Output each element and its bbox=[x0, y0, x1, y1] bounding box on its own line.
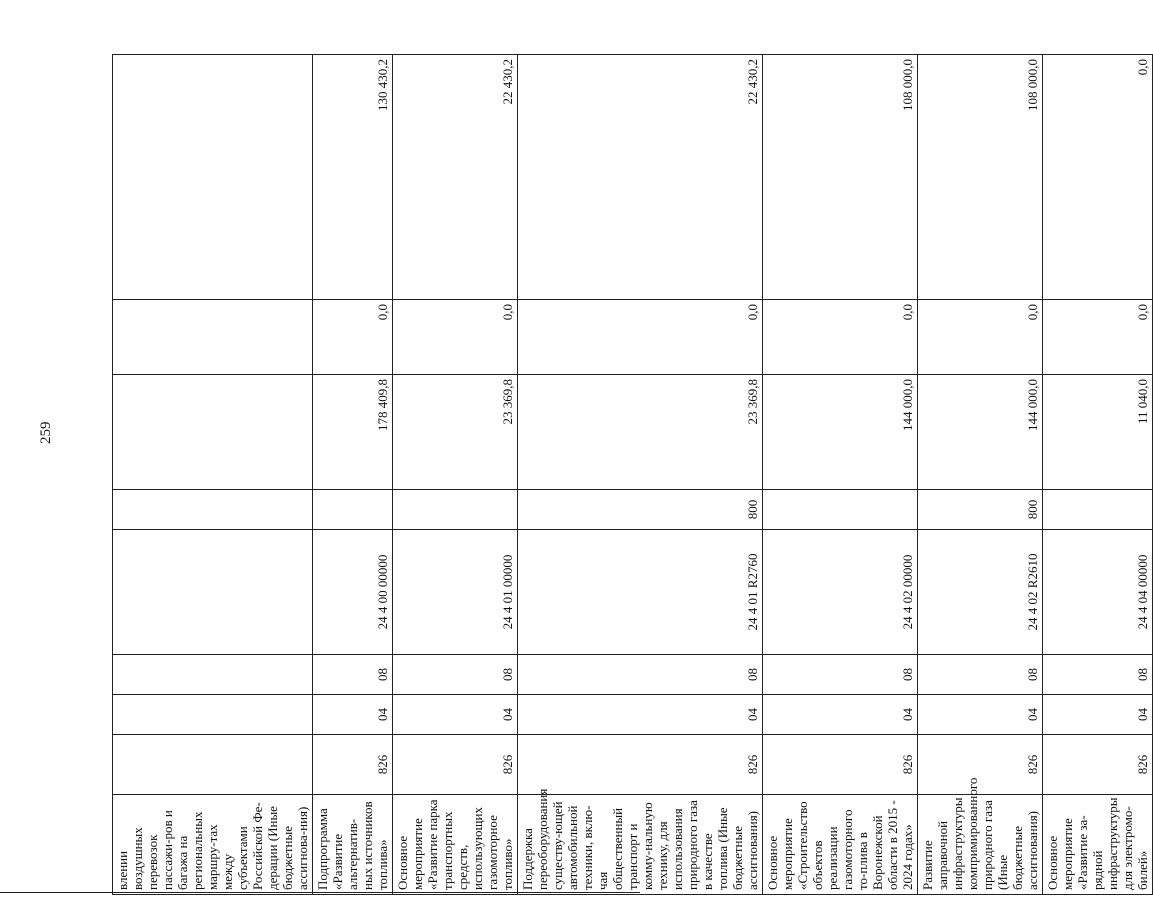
table-cell-grbs: 826 bbox=[393, 735, 518, 795]
table-cell-amount-year3: 0,0 bbox=[1043, 55, 1153, 300]
table-cell-subsection: 08 bbox=[918, 655, 1043, 695]
table-cell-section: 04 bbox=[518, 695, 763, 735]
table-cell-grbs: 826 bbox=[313, 735, 393, 795]
table-cell-amount-year1: 144 000,0 bbox=[763, 375, 918, 490]
table-cell-amount-year3: 22 430,2 bbox=[393, 55, 518, 300]
table-cell-grbs: 826 bbox=[518, 735, 763, 795]
table-cell-grbs: 826 bbox=[763, 735, 918, 795]
table-cell-section bbox=[113, 695, 313, 735]
table-cell-amount-year1: 11 040,0 bbox=[1043, 375, 1153, 490]
table-cell-expense-type bbox=[1043, 490, 1153, 530]
table-cell-name: Основное мероприятие «Развитие парка транспортных средств, использующих газомоторное топливо» bbox=[393, 795, 518, 895]
budget-table-frame bbox=[112, 55, 1150, 895]
table-row bbox=[113, 55, 313, 895]
budget-table bbox=[112, 54, 1153, 895]
table-cell-expense-type bbox=[393, 490, 518, 530]
table-cell-subsection: 08 bbox=[763, 655, 918, 695]
table-cell-name: влении воздушных перевозок пассажи-ров и багажа на региональных маршру-тах между субъектами Российской Фе-дерации (Иные бюджетные ассигнова-ния) bbox=[113, 795, 313, 895]
table-cell-section: 04 bbox=[763, 695, 918, 735]
table-cell-target-code: 24 4 00 00000 bbox=[313, 530, 393, 655]
table-cell-grbs bbox=[113, 735, 313, 795]
table-cell-amount-year1: 144 000,0 bbox=[918, 375, 1043, 490]
table-cell-amount-year3: 130 430,2 bbox=[313, 55, 393, 300]
table-cell-target-code: 24 4 01 00000 bbox=[393, 530, 518, 655]
table-cell-name: Поддержка переоборудования существу-ющей автомобильной техники, вклю-чая общественный транспорт и комму-нальную технику, для использования природного газа в качестве топлива (Иные бюджетные ассигнования) bbox=[518, 795, 763, 895]
table-cell-grbs: 826 bbox=[1043, 735, 1153, 795]
table-cell-amount-year2: 0,0 bbox=[393, 300, 518, 375]
table-cell-amount-year2: 0,0 bbox=[1043, 300, 1153, 375]
table-cell-amount-year3: 108 000,0 bbox=[918, 55, 1043, 300]
table-cell-amount-year1: 178 409,8 bbox=[313, 375, 393, 490]
table-cell-section: 04 bbox=[393, 695, 518, 735]
table-cell-grbs: 826 bbox=[918, 735, 1043, 795]
table-cell-amount-year2: 0,0 bbox=[518, 300, 763, 375]
table-cell-subsection: 08 bbox=[518, 655, 763, 695]
table-cell-amount-year2: 0,0 bbox=[313, 300, 393, 375]
table-row bbox=[393, 55, 518, 895]
table-cell-name: Основное мероприятие «Развитие за-рядной инфраструктуры для электромо-билей» bbox=[1043, 795, 1153, 895]
table-cell-target-code bbox=[113, 530, 313, 655]
table-cell-amount-year3 bbox=[113, 55, 313, 300]
table-row bbox=[763, 55, 918, 895]
table-cell-subsection: 08 bbox=[313, 655, 393, 695]
table-cell-amount-year2 bbox=[113, 300, 313, 375]
table-cell-amount-year2: 0,0 bbox=[763, 300, 918, 375]
table-cell-name: Основное мероприятие «Строительство объектов реализации газомоторного то-плива в Воронежской области в 2015 - 2024 годах» bbox=[763, 795, 918, 895]
table-row bbox=[313, 55, 393, 895]
table-cell-subsection bbox=[113, 655, 313, 695]
table-cell-section: 04 bbox=[1043, 695, 1153, 735]
table-cell-amount-year1: 23 369,8 bbox=[518, 375, 763, 490]
table-cell-expense-type: 800 bbox=[518, 490, 763, 530]
table-cell-amount-year3: 22 430,2 bbox=[518, 55, 763, 300]
table-cell-amount-year2: 0,0 bbox=[918, 300, 1043, 375]
table-cell-name: Развитие заправочной инфраструктуры компримированного природного газа (Иные бюджетные ассигнования) bbox=[918, 795, 1043, 895]
table-cell-section: 04 bbox=[918, 695, 1043, 735]
table-cell-expense-type bbox=[313, 490, 393, 530]
table-cell-amount-year3: 108 000,0 bbox=[763, 55, 918, 300]
table-cell-target-code: 24 4 02 00000 bbox=[763, 530, 918, 655]
table-cell-target-code: 24 4 02 R2610 bbox=[918, 530, 1043, 655]
table-row bbox=[918, 55, 1043, 895]
table-cell-target-code: 24 4 01 R2760 bbox=[518, 530, 763, 655]
table-row bbox=[518, 55, 763, 895]
table-cell-expense-type bbox=[113, 490, 313, 530]
table-cell-section: 04 bbox=[313, 695, 393, 735]
table-cell-amount-year1: 23 369,8 bbox=[393, 375, 518, 490]
table-row bbox=[1043, 55, 1153, 895]
table-cell-subsection: 08 bbox=[393, 655, 518, 695]
table-cell-subsection: 08 bbox=[1043, 655, 1153, 695]
table-cell-name: Подпрограмма «Развитие альтернатив-ных источников топлива» bbox=[313, 795, 393, 895]
table-cell-target-code: 24 4 04 00000 bbox=[1043, 530, 1153, 655]
table-cell-expense-type bbox=[763, 490, 918, 530]
table-cell-amount-year1 bbox=[113, 375, 313, 490]
table-cell-expense-type: 800 bbox=[918, 490, 1043, 530]
page-number: 259 bbox=[38, 421, 54, 444]
